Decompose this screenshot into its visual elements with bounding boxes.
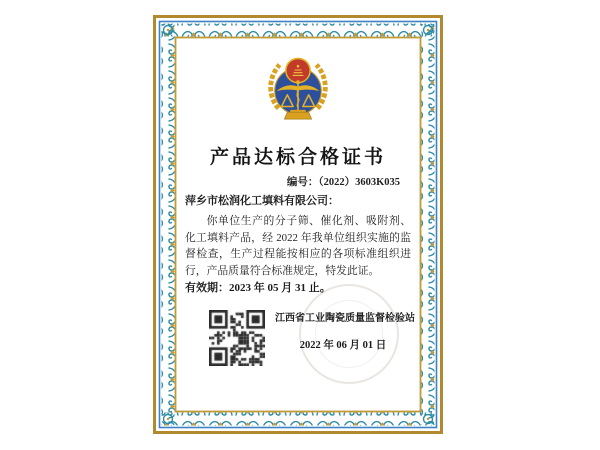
qr-code-icon <box>209 310 265 366</box>
serial-number: 编号：（2022）3603K035 <box>286 177 400 188</box>
certificate-content <box>153 15 443 434</box>
certificate-title: 产品达标合格证书 <box>209 147 386 168</box>
recipient-company: 萍乡市松润化工填料有限公司： <box>185 195 339 207</box>
validity-label: 有效期： <box>185 282 229 294</box>
quality-supervision-emblem-icon <box>265 52 331 126</box>
footer-row <box>185 310 415 366</box>
certificate <box>153 15 443 434</box>
validity-line <box>185 281 411 296</box>
issue-date: 2022 年 06 月 01 日 <box>299 340 387 351</box>
certificate-body: 你单位生产的分子筛、催化剂、吸附剂、化工填料产品，经 2022 年我单位组织实施的监督检查，生产过程能按相应的各项标准组织进行，产品质量符合标准规定，特发此证。 <box>185 215 411 277</box>
issuer-name: 江西省工业陶瓷质量监督检验站 <box>275 313 415 324</box>
issuer-block <box>275 310 415 353</box>
validity-value: 2023 年 05 月 31 止。 <box>229 282 331 294</box>
